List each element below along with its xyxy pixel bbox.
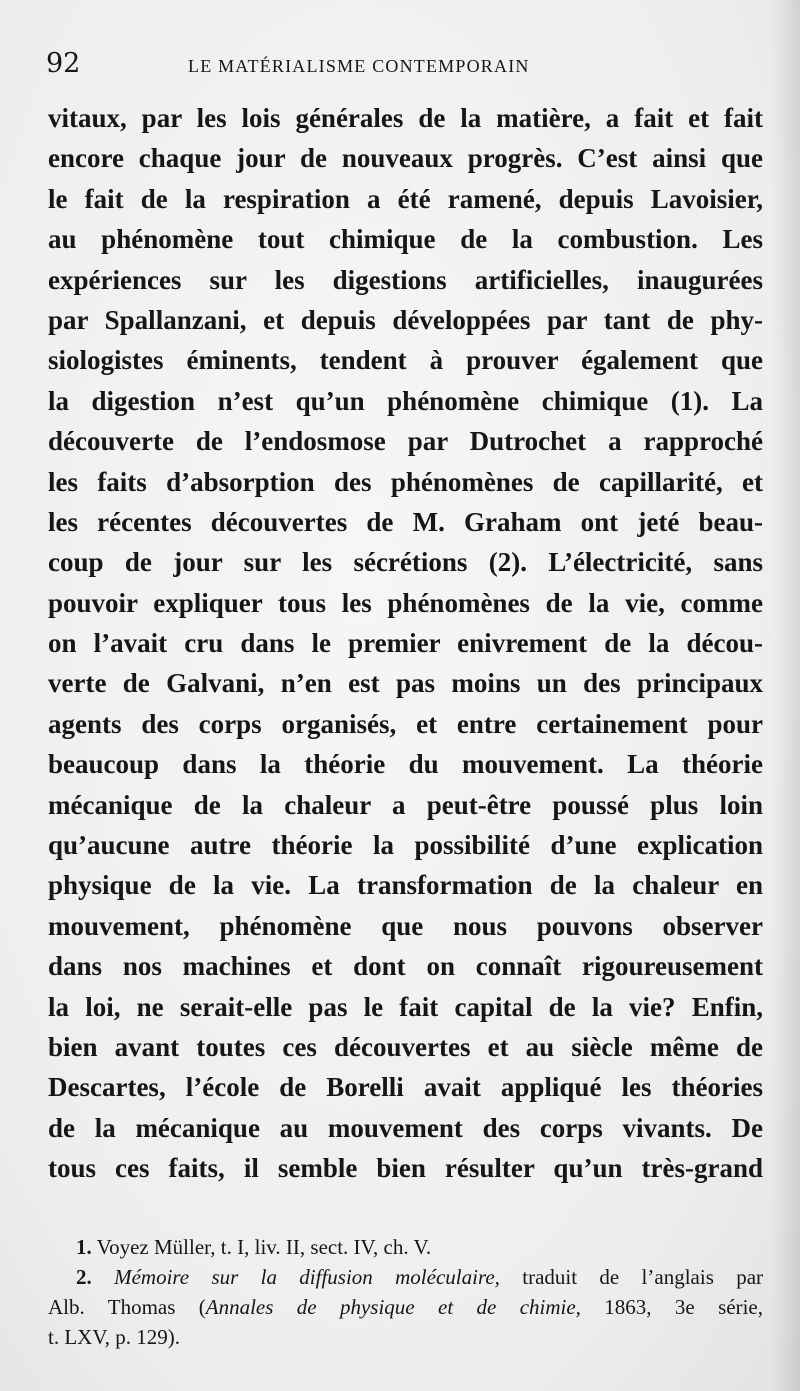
footnote-text: 1863, 3e série,: [580, 1295, 764, 1319]
body-line: la loi, ne serait-elle pas le fait capital de la vie? Enfin,: [48, 991, 763, 1022]
footnote-2: [48, 1262, 763, 1292]
footnote-2-end: t. LXV, p. 129).: [48, 1325, 181, 1349]
body-line: qu’aucune autre théorie la possibilité d’une explication: [48, 830, 763, 861]
body-line: dans nos machines et dont on connaît rigoureusement: [48, 951, 763, 982]
footnote-italic-title: Mémoire sur la diffusion moléculaire,: [114, 1265, 500, 1289]
body-line: beaucoup dans la théorie du mouvement. La théorie: [48, 749, 763, 780]
body-line: agents des corps organisés, et entre certainement pour: [48, 708, 763, 739]
body-line: au phénomène tout chimique de la combustion. Les: [48, 224, 763, 255]
body-line: la digestion n’est qu’un phénomène chimique (1). La: [48, 385, 763, 416]
body-line: par Spallanzani, et depuis développées par tant de phy-: [48, 304, 763, 335]
body-line: on l’avait cru dans le premier enivrement de la décou-: [48, 628, 763, 659]
body-line: le fait de la respiration a été ramené, depuis Lavoisier,: [48, 183, 763, 214]
body-text: [48, 98, 763, 1189]
body-line: de la mécanique au mouvement des corps vivants. De: [48, 1112, 763, 1143]
body-line: vitaux, par les lois générales de la matière, a fait et fait: [48, 103, 763, 133]
body-line: bien avant toutes ces découvertes et au siècle même de: [48, 1031, 763, 1062]
footnote-text: traduit de l’anglais par: [499, 1265, 764, 1289]
body-line: encore chaque jour de nouveaux progrès. C’est ainsi que: [48, 143, 763, 174]
body-line: découverte de l’endosmose par Dutrochet a rapproché: [48, 426, 763, 457]
body-line: siologistes éminents, tendent à prouver également que: [48, 345, 763, 376]
footnote-number: 1.: [76, 1235, 92, 1259]
footnote-italic-journal: Annales de physique et de chimie,: [205, 1295, 581, 1319]
footnote-number: 2.: [76, 1265, 92, 1289]
body-line: tous ces faits, il semble bien résulter qu’un très-grand: [48, 1153, 763, 1184]
body-line: mouvement, phénomène que nous pouvons observer: [48, 910, 763, 941]
body-line: Descartes, l’école de Borelli avait appliqué les théories: [48, 1072, 763, 1103]
footnote-text: Voyez Müller, t. I, liv. II, sect. IV, ch. V.: [96, 1235, 432, 1259]
page-header: [46, 48, 762, 88]
page-number: 92: [46, 48, 81, 79]
footnote-text: Alb. Thomas (: [48, 1295, 206, 1319]
body-line: les faits d’absorption des phénomènes de capillarité, et: [48, 466, 763, 497]
running-title: LE MATÉRIALISME CONTEMPORAIN: [188, 56, 530, 76]
body-line: les récentes découvertes de M. Graham ont jeté beau-: [48, 506, 763, 537]
body-line: expériences sur les digestions artificielles, inaugurées: [48, 264, 763, 295]
body-line: pouvoir expliquer tous les phénomènes de la vie, comme: [48, 587, 763, 618]
body-line: verte de Galvani, n’en est pas moins un des principaux: [48, 668, 763, 699]
body-line: mécanique de la chaleur a peut-être poussé plus loin: [48, 789, 763, 820]
body-line: coup de jour sur les sécrétions (2). L’électricité, sans: [48, 547, 763, 578]
footnotes: [48, 1232, 763, 1352]
footnote-1: [48, 1232, 763, 1262]
body-line: physique de la vie. La transformation de la chaleur en: [48, 870, 763, 901]
footnote-2-cont: [48, 1292, 763, 1322]
